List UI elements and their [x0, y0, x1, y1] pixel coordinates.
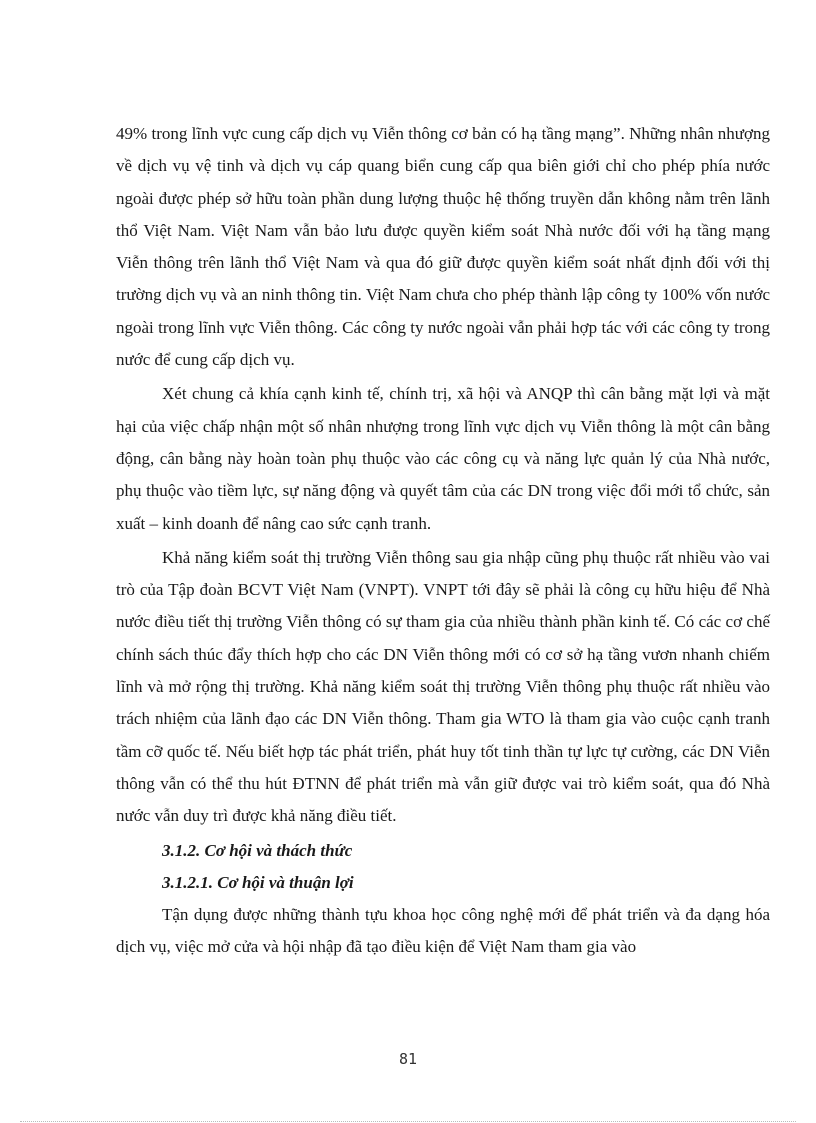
section-heading-3-1-2: 3.1.2. Cơ hội và thách thức — [162, 840, 353, 860]
document-body — [116, 118, 770, 966]
page-number: 81 — [398, 1050, 418, 1068]
paragraph-1: 49% trong lĩnh vực cung cấp dịch vụ Viễn thông cơ bản có hạ tầng mạng”. Những nhân nhượng về dịch vụ vệ tinh và dịch vụ cáp quang biển cung cấp qua biên giới chỉ cho phép phía nước ngoài được phép sở hữu toàn phần dung lượng thuộc hệ thống truyền dẫn không nằm trên lãnh thổ Việt Nam. Việt Nam vẫn bảo lưu được quyền kiểm soát Nhà nước đối với hạ tầng mạng Viễn thông trên lãnh thổ Việt Nam và qua đó giữ được quyền kiểm soát nhất định đối với thị trường dịch vụ và an ninh thông tin. Việt Nam chưa cho phép thành lập công ty 100% vốn nước ngoài trong lĩnh vực Viễn thông. Các công ty nước ngoài vẫn phải hợp tác với các công ty trong nước để cung cấp dịch vụ. — [116, 124, 770, 370]
subsection-heading-3-1-2-1: 3.1.2.1. Cơ hội và thuận lợi — [162, 872, 354, 892]
paragraph-4: Tận dụng được những thành tựu khoa học công nghệ mới để phát triển và đa dạng hóa dịch vụ, việc mở cửa và hội nhập đã tạo điều kiện để Việt Nam tham gia vào — [116, 905, 770, 957]
paragraph-3: Khả năng kiểm soát thị trường Viễn thông sau gia nhập cũng phụ thuộc rất nhiều vào vai trò của Tập đoàn BCVT Việt Nam (VNPT). VNPT tới đây sẽ phải là công cụ hữu hiệu để Nhà nước điều tiết thị trường Viễn thông có sự tham gia của nhiều thành phần kinh tế. Có các cơ chế chính sách thúc đẩy thích hợp cho các DN Viễn thông mới có cơ sở hạ tầng vươn nhanh chiếm lĩnh và mở rộng thị trường. Khả năng kiểm soát thị trường Viễn thông phụ thuộc rất nhiều vào trách nhiệm của lãnh đạo các DN Viễn thông. Tham gia WTO là tham gia vào cuộc cạnh tranh tầm cỡ quốc tế. Nếu biết hợp tác phát triển, phát huy tốt tinh thần tự lực tự cường, các DN Viễn thông vẫn có thể thu hút ĐTNN để phát triển mà vẫn giữ được vai trò kiểm soát, qua đó Nhà nước vẫn duy trì được khả năng điều tiết. — [116, 547, 770, 826]
paragraph-2: Xét chung cả khía cạnh kinh tế, chính trị, xã hội và ANQP thì cân bằng mặt lợi và mặt hại của việc chấp nhận một số nhân nhượng trong lĩnh vực dịch vụ Viễn thông là một cân bằng động, cân bằng này hoàn toàn phụ thuộc vào các công cụ và năng lực quản lý của Nhà nước, phụ thuộc vào tiềm lực, sự năng động và quyết tâm của các DN trong việc đổi mới tổ chức, sản xuất – kinh doanh để nâng cao sức cạnh tranh. — [116, 384, 770, 533]
page-bottom-divider — [20, 1121, 796, 1122]
